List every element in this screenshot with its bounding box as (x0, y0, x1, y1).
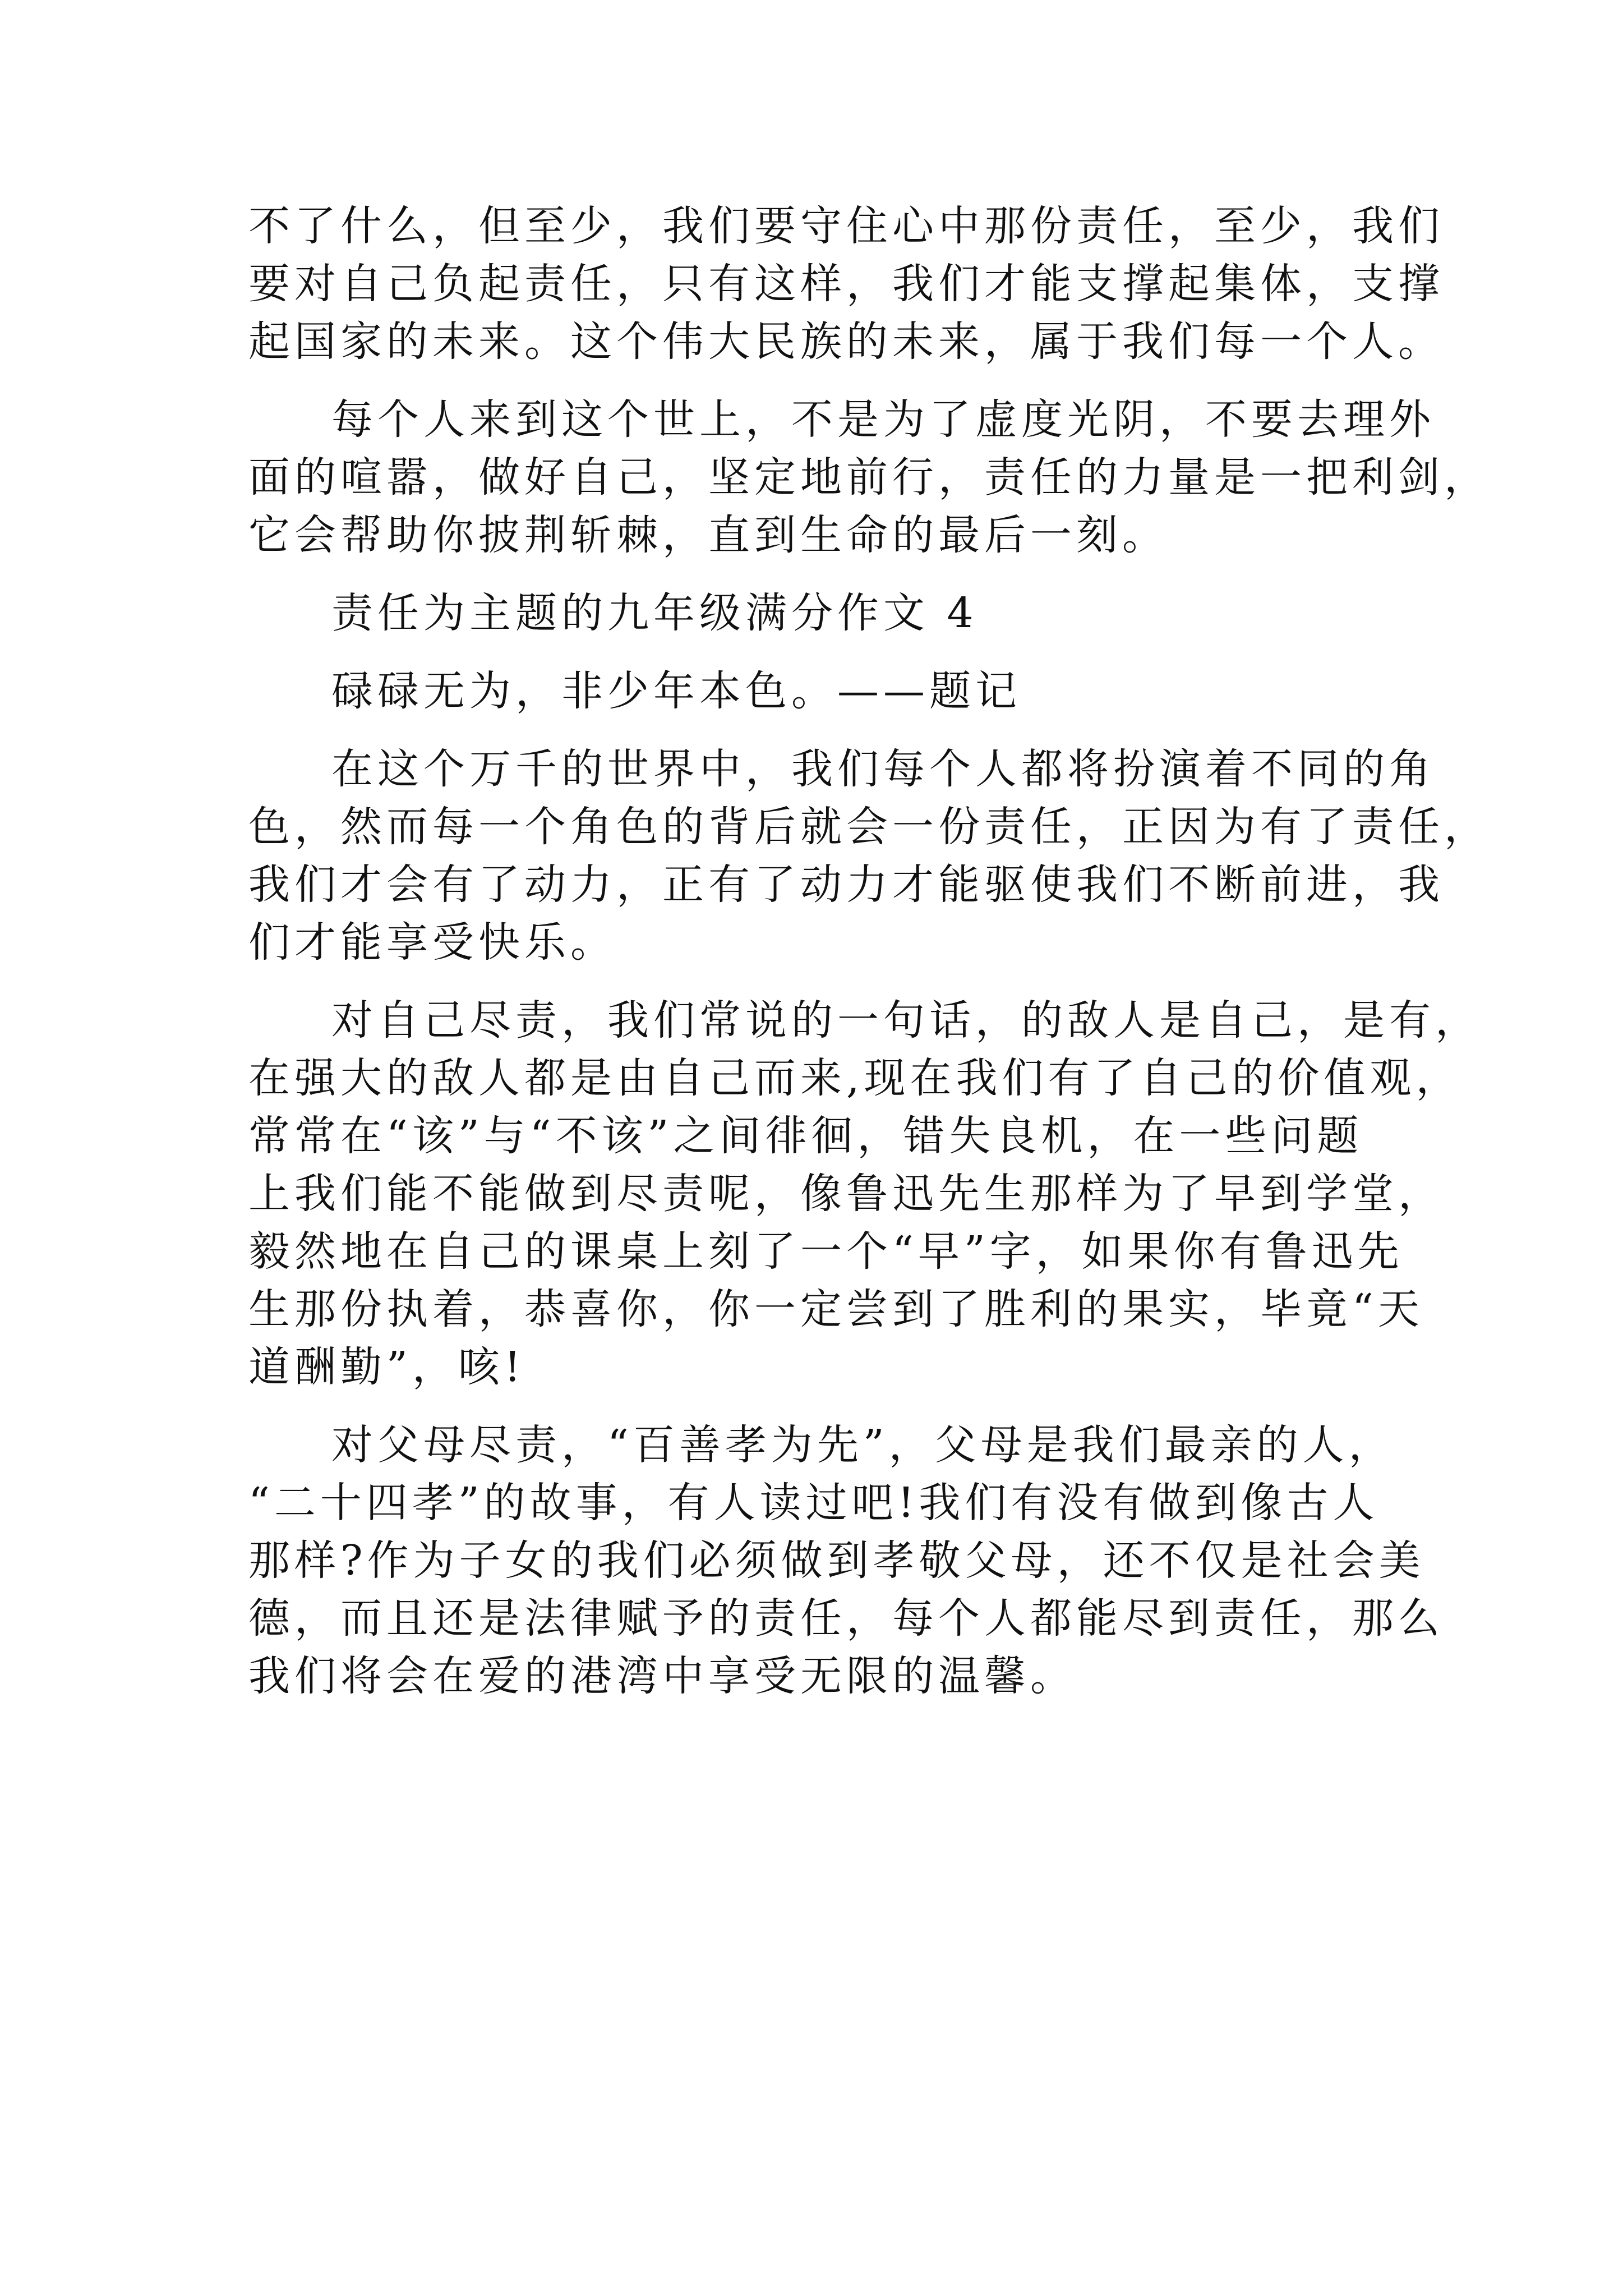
text-line: 我们才会有了动力，正有了动力才能驱使我们不断前进，我 (248, 861, 1444, 909)
epigraph-text: 碌碌无为，非少年本色。——题记 (331, 667, 1021, 715)
text-line: 在强大的敌人都是由自己而来,现在我们有了自己的价值观， (248, 1054, 1462, 1102)
paragraph-5 (248, 1416, 1444, 1705)
text-line: 色，然而每一个角色的背后就会一份责任，正因为有了责任， (248, 803, 1490, 851)
text-line: 面的喧嚣，做好自己，坚定地前行，责任的力量是一把利剑， (248, 453, 1490, 501)
section-heading (248, 585, 1421, 642)
text-line: 上我们能不能做到尽责呢，像鲁迅先生那样为了早到学堂， (248, 1170, 1444, 1218)
paragraph-1 (248, 197, 1444, 371)
text-line: 要对自己负起责任，只有这样，我们才能支撑起集体，支撑 (248, 260, 1444, 308)
text-line: 在这个万千的世界中，我们每个人都将扮演着不同的角 (331, 745, 1435, 793)
text-line: 每个人来到这个世上，不是为了虚度光阴，不要去理外 (331, 395, 1435, 444)
text-line: 毅然地在自己的课桌上刻了一个“早”字，如果你有鲁迅先 (248, 1227, 1404, 1276)
paragraph-4 (248, 992, 1481, 1396)
text-line: 常常在“该”与“不该”之间徘徊，错失良机，在一些问题 (248, 1112, 1363, 1160)
text-line: 不了什么，但至少，我们要守住心中那份责任，至少，我们 (248, 202, 1444, 250)
text-line: 们才能享受快乐。 (248, 918, 616, 967)
text-line: 起国家的未来。这个伟大民族的未来，属于我们每一个人。 (248, 318, 1444, 366)
paragraph-2 (248, 391, 1490, 564)
text-line: 我们将会在爱的港湾中享受无限的温馨。 (248, 1652, 1076, 1700)
text-line: 对自己尽责，我们常说的一句话，的敌人是自己，是有， (331, 996, 1481, 1045)
text-line: 对父母尽责，“百善孝为先”，父母是我们最亲的人， (331, 1421, 1395, 1469)
heading-text: 责任为主题的九年级满分作文 4 (331, 589, 978, 637)
text-line: 道酬勤”，咳! (248, 1343, 525, 1391)
text-line: 它会帮助你披荆斩棘，直到生命的最后一刻。 (248, 511, 1168, 559)
document-body (248, 197, 1490, 1726)
text-line: 德，而且还是法律赋予的责任，每个人都能尽到责任，那么 (248, 1594, 1444, 1642)
paragraph-3 (248, 740, 1490, 972)
text-line: 生那份执着，恭喜你，你一定尝到了胜利的果实，毕竟“天 (248, 1285, 1424, 1333)
epigraph (248, 662, 1421, 720)
text-line: 那样?作为子女的我们必须做到孝敬父母，还不仅是社会美 (248, 1536, 1425, 1585)
text-line: “二十四孝”的故事，有人读过吧!我们有没有做到像古人 (248, 1479, 1379, 1527)
